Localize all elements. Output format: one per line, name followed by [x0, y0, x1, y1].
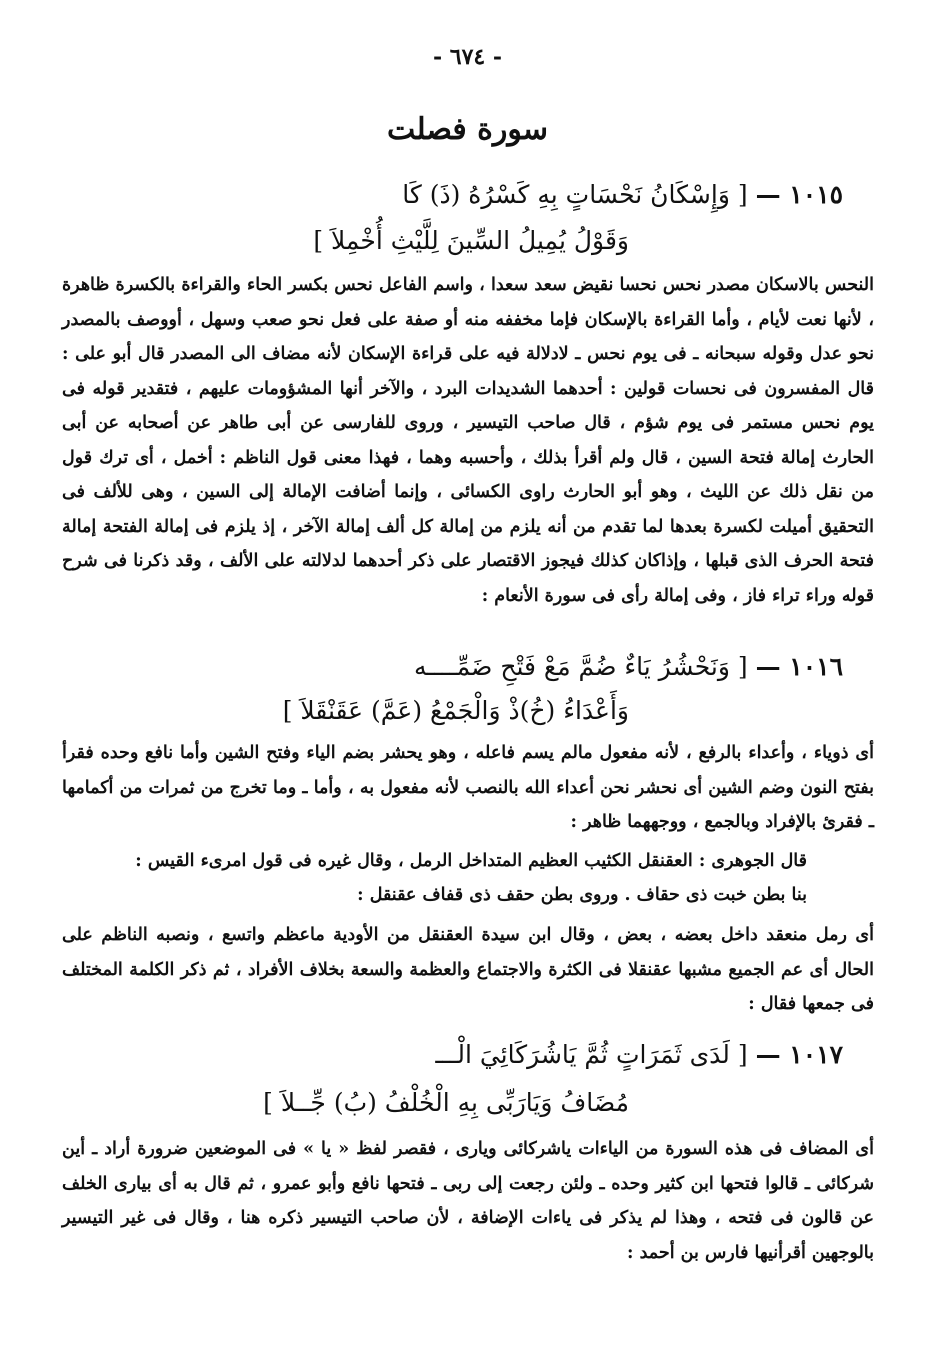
verse-1017-line-2: مُضَافُ وَيَارَبِّى بِهِ الْخُلْفُ (بُ) جِّــلاَ ]	[263, 1088, 629, 1117]
verse-text: [ لَدَى ثَمَرَاتٍ ثُمَّ يَاشُرَكَائِيَ الْـــ	[435, 1040, 748, 1069]
verse-1017-line-1	[435, 1040, 843, 1069]
verse-number: ١٠١٥ —	[755, 180, 843, 209]
quote-line-2: بنا بطن خبت ذى حقاف . وروى بطن حقف ذى قفاف عقنقل :	[357, 885, 807, 905]
commentary-paragraph-3: أى رمل منعقد داخل بعضه ، بعض ، وقال ابن سيدة العقنقل من الأودية ماعظم واتسع ، ونصبه الناظم على الحال أى عم الجميع مشبها عقنقلا فى الكثرة والاجتماع والعظمة والسعة بخلاف الأفراد ، ثم ذكر الكلمة المختلف فى جمعها فقال :	[62, 925, 874, 1014]
verse-text: [ وَنَحْشُرُ يَاءٌ ضُمَّ مَعْ فَتْحِ ضَمِّــــه	[414, 652, 748, 681]
verse-number: ١٠١٧ —	[755, 1040, 843, 1069]
commentary-paragraph-2: أى ذوياء ، وأعداء بالرفع ، لأنه مفعول مالم يسم فاعله ، وهو يحشر بضم الياء وفتح الشين وأما نافع وحده فقرأ بفتح النون وضم الشين أى نحشر نحن أعداء الله بالنصب لأنه مفعول به ، وأما ـ وما تخرج من ثمرات من أكمامها ـ فقرئ بالإفراد وبالجمع ، ووجههما ظاهر :	[62, 743, 874, 832]
verse-1016-line-2: وَأَعْدَاءُ (خُ)ذْ وَالْجَمْعُ (عَمَّ) عَقَنْقَلاَ ]	[282, 696, 629, 725]
verse-number: ١٠١٦ —	[755, 652, 843, 681]
verse-text: [ وَإِسْكَانُ نَحْسَاتٍ بِهِ كَسْرُهُ (ذَ) كَا	[402, 180, 748, 209]
verse-1016-line-1	[414, 652, 843, 681]
page-number: - ٦٧٤ -	[432, 44, 503, 70]
surah-title: سورة فصلت	[386, 112, 549, 147]
commentary-paragraph-4: أى المضاف فى هذه السورة من الياءات ياشركائى ويارى ، فقصر لفظ « يا » فى الموضعين ضرورة أراد ـ أين شركائى ـ قالوا فتحها ابن كثير وحده ـ ولئن رجعت إلى ربى ـ فتحها نافع وأبو عمرو ، ثم قال به أى بيارى الخلف عن قالون فى فتحه ، وهذا لم يذكر فى ياءات الإضافة ، لأن صاحب التيسير ذكره هنا ، وقال فى غير التيسير بالوجهين أقرأنيها فارس بن أحمد :	[62, 1139, 874, 1263]
verse-1015-line-1	[402, 180, 843, 209]
verse-1015-line-2: وَقَوْلُ يُمِيلُ السِّينَ لِلَّيْثِ أُخْمِلاَ ]	[313, 226, 629, 255]
commentary-paragraph-1: النحس بالاسكان مصدر نحس نحسا نقيض سعد سعدا ، واسم الفاعل نحس بكسر الحاء والقراءة بالكسرة ظاهرة ، لأنها نعت لأيام ، وأما القراءة بالإسكان فإما مخففه منه أو صفة على فعل نحو صعب وسهل ، أووصف بالمصدر نحو عدل وقوله سبحانه ـ فى يوم نحس ـ لادلالة فيه على قراءة الإسكان لأنه مضاف الى المصدر قال أبو على : قال المفسرون فى نحسات قولين : أحدهما الشديدات البرد ، والآخر أنها المشؤومات عليهم ، فتقدير قوله فى يوم نحس مستمر فى يوم شؤم ، قال صاحب التيسير ، وروى للفارسى عن أبى طاهر عن أصحابه عن أبى الحارث إمالة فتحة السين ، قال ولم أقرأ بذلك ، وأحسبه وهما ، فهذا معنى قول الناظم : أخمل ، أى ترك قول من نقل ذلك عن الليث ، وهو أبو الحارث راوى الكسائى ، وإنما أضافت الإمالة إلى السين ، وهى للألف فى التحقيق أميلت لكسرة بعدها لما تقدم من أنه يلزم من إمالة كل ألف إمالة الآخر ، إذ يلزم فى إمالة الفتحة إمالة فتحة الحرف الذى قبلها ، وإذاكان كذلك فيجوز الاقتصار على ذكر أحدهما لدلالته على الألف ، وقد ذكرنا فى شرح قوله وراء تراء فاز ، وفى إمالة رأى فى سورة الأنعام :	[62, 275, 874, 606]
quote-line-1: قال الجوهرى : العقنقل الكثيب العظيم المتداخل الرمل ، وقال غيره فى قول امرىء القيس :	[135, 851, 807, 871]
